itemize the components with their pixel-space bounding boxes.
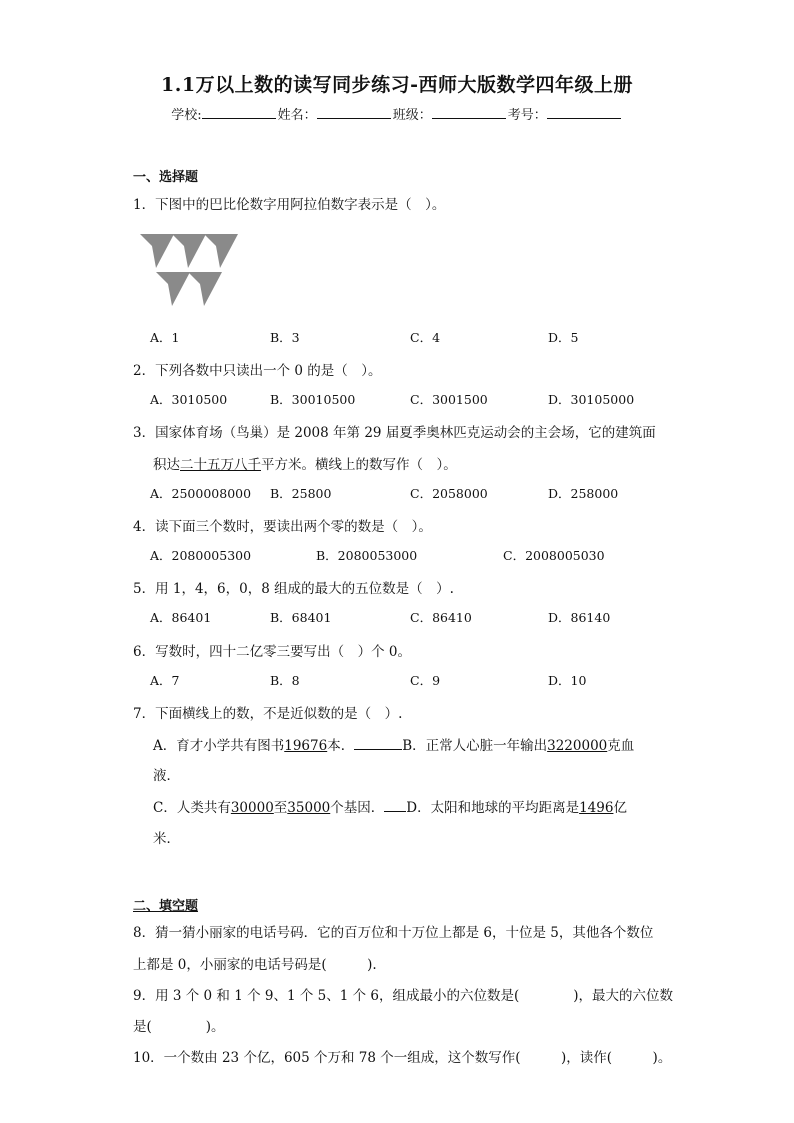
q5-option-c: C．86410 [410,610,472,625]
question-9-line-2: 是( )。 [133,1019,225,1035]
student-info-line [0,104,794,123]
wedge-3 [204,234,238,268]
q1-option-b: B．3 [270,330,300,345]
cuneiform-wedges [140,234,238,306]
question-3-line-1: 3．国家体育场（鸟巢）是 2008 年第 29 届夏季奥林匹克运动会的主会场，它的建筑面 [133,425,656,441]
class-label: 班级： [392,108,432,123]
q4-option-b: B．2080053000 [316,548,418,563]
question-4: 4．读下面三个数时，要读出两个零的数是（ ）。 [133,519,432,535]
question-2: 2．下列各数中只读出一个 0 的是（ ）。 [133,363,382,379]
q7-b-tail: 液． [153,768,180,784]
q3-option-a: A．2500008000 [150,486,252,501]
q7-d-number: 1496 [579,800,614,816]
q7-d-prefix: D．太阳和地球的平均距离是 [406,800,580,816]
q5-option-d: D．86140 [548,610,611,625]
q6-option-a: A．7 [150,673,180,688]
q7-b-number: 3220000 [547,738,608,754]
q7-b-suffix: 克血 [607,738,635,754]
school-blank [202,106,276,119]
q7-c-middle: 至 [273,800,288,816]
q7-c-suffix: 个基因． [330,800,385,816]
q6-option-b: B．8 [270,673,300,688]
q3-prefix: 积达 [153,457,180,473]
q7-b-prefix: B．正常人心脏一年输出 [402,738,548,754]
q1-option-c: C．4 [410,330,441,345]
q6-option-c: C．9 [410,673,441,688]
section-heading-choice: 一、选择题 [133,170,199,185]
name-blank [317,106,391,119]
q5-option-b: B．68401 [270,610,332,625]
q7-c-number-2: 35000 [287,800,331,816]
q6-option-d: D．10 [548,673,587,688]
question-10: 10．一个数由 23 个亿，605 个万和 78 个一组成，这个数写作( )，读作( )。 [133,1050,672,1066]
q7-a-suffix: 本． [327,738,355,754]
class-blank [432,106,506,119]
q7-c-prefix: C．人类共有 [153,800,231,816]
exam-label: 考号： [507,108,547,123]
q3-underlined-number: 二十五万八千 [180,457,261,473]
page-title: 1.1万以上数的读写同步练习-西师大版数学四年级上册 [161,74,633,96]
q2-option-c: C．3001500 [410,392,488,407]
question-3-line-2 [153,453,457,473]
name-label: 姓名： [277,108,317,123]
q7-c-number-1: 30000 [230,800,274,816]
q4-option-c: C．2008005030 [503,548,605,563]
wedge-2 [172,234,206,268]
q1-option-a: A．1 [150,330,180,345]
q7-a-number: 19676 [284,738,328,754]
q7-a-blank [354,737,402,750]
q2-option-b: B．30010500 [270,392,356,407]
q7-c-blank [384,799,406,812]
question-7: 7．下面横线上的数，不是近似数的是（ ）. [133,706,403,722]
q7-d-suffix: 亿 [613,800,627,816]
question-9-line-1: 9．用 3 个 0 和 1 个 9、1 个 5、1 个 6，组成最小的六位数是( )，最大的六位数 [133,988,674,1004]
question-6: 6．写数时，四十二亿零三要写出（ ）个 0。 [133,644,411,660]
q7-option-a-b-line [153,734,634,754]
q2-option-d: D．30105000 [548,392,635,407]
question-8-line-2: 上都是 0，小丽家的电话号码是( ). [133,957,377,973]
q7-d-tail: 米． [153,831,180,847]
question-5: 5．用 1，4，6，0，8 组成的最大的五位数是（ ）. [133,581,454,597]
q7-option-c-d-line [153,796,627,816]
exam-blank [547,106,621,119]
question-8-line-1: 8．猜一猜小丽家的电话号码．它的百万位和十万位上都是 6，十位是 5，其他各个数位 [133,925,654,941]
wedge-1 [140,234,174,268]
q3-option-b: B．25800 [270,486,332,501]
q4-option-a: A．2080005300 [150,548,252,563]
babylonian-numeral-figure [138,232,242,308]
q3-suffix: 平方米。横线上的数写作（ ）。 [261,457,457,473]
q7-a-prefix: A．育才小学共有图书 [153,738,285,754]
q3-option-c: C．2058000 [410,486,488,501]
wedge-5 [188,272,222,306]
section-heading-fill: 二、填空题 [133,899,199,914]
q2-option-a: A．3010500 [150,392,228,407]
q1-option-d: D．5 [548,330,579,345]
q5-option-a: A．86401 [150,610,212,625]
wedge-4 [156,272,190,306]
school-label: 学校: [171,108,202,123]
q3-option-d: D．258000 [548,486,619,501]
question-1: 1．下图中的巴比伦数字用阿拉伯数字表示是（ ）。 [133,197,446,213]
